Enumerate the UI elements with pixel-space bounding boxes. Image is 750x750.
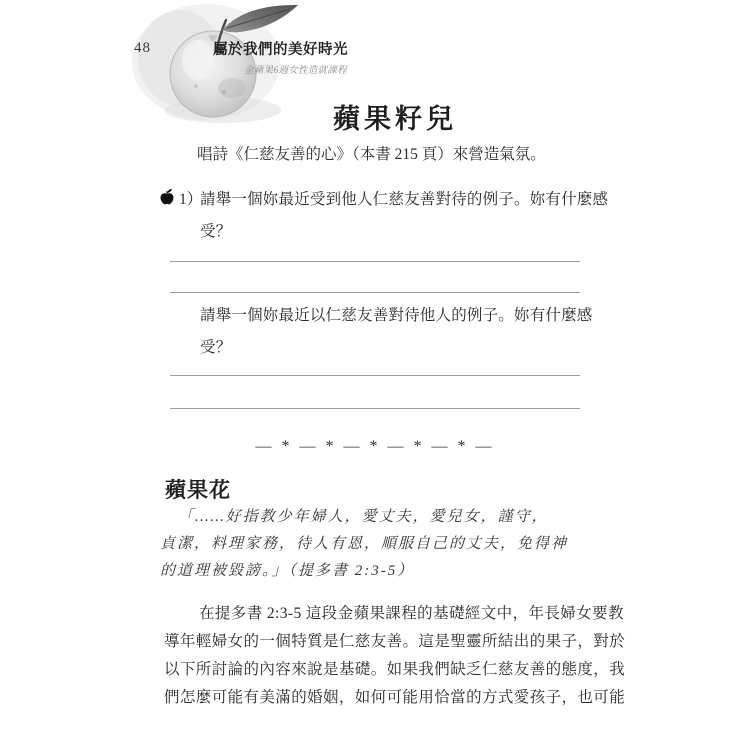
question2-text-line2: 受？ [200,339,232,356]
ornamental-divider: — * — * — * — * — * — [255,438,495,455]
book-title: 屬於我們的美好時光 [213,42,348,58]
body-paragraph-line2: 導年輕婦女的一個特質是仁慈友善。這是聖靈所結出的果子，對於 [164,633,626,650]
apple-bullet-icon [158,188,176,206]
question1-text-line1: 請舉一個妳最近受到他人仁慈友善對待的例子。妳有什麼感 [200,191,609,208]
book-subtitle: 金蘋果6週女性造就課程 [243,66,347,76]
scripture-quote-line2: 貞潔，料理家務，待人有恩，順服自己的丈夫，免得神 [160,536,569,552]
answer-line [170,261,580,262]
scripture-quote-line1: 「……好指教少年婦人，愛丈夫，愛兒女，謹守， [178,509,549,525]
question1-text-line2: 受？ [200,223,232,240]
answer-line [170,292,580,293]
subsection-heading: 蘋果花 [165,479,231,502]
scripture-quote-line3: 的道理被毀謗。」（提多書 2:3-5） [160,563,415,579]
intro-text: 唱詩《仁慈友善的心》（本書 215 頁）來營造氣氛。 [197,146,546,163]
body-paragraph-line3: 以下所討論的內容來說是基礎。如果我們缺乏仁慈友善的態度，我 [164,661,626,678]
section-title: 蘋果籽兒 [333,104,457,134]
page-number: 48 [134,40,151,56]
running-header [213,38,347,76]
body-paragraph-line1: 在提多書 2:3-5 這段金蘋果課程的基礎經文中，年長婦女要教 [199,605,624,622]
answer-line [170,408,580,409]
question1-number: 1） [179,191,203,208]
answer-line [170,375,580,376]
body-paragraph-line4: 們怎麼可能有美滿的婚姻，如何可能用恰當的方式愛孩子，也可能 [164,689,626,706]
question2-text-line1: 請舉一個妳最近以仁慈友善對待他人的例子。妳有什麼感 [200,307,593,324]
